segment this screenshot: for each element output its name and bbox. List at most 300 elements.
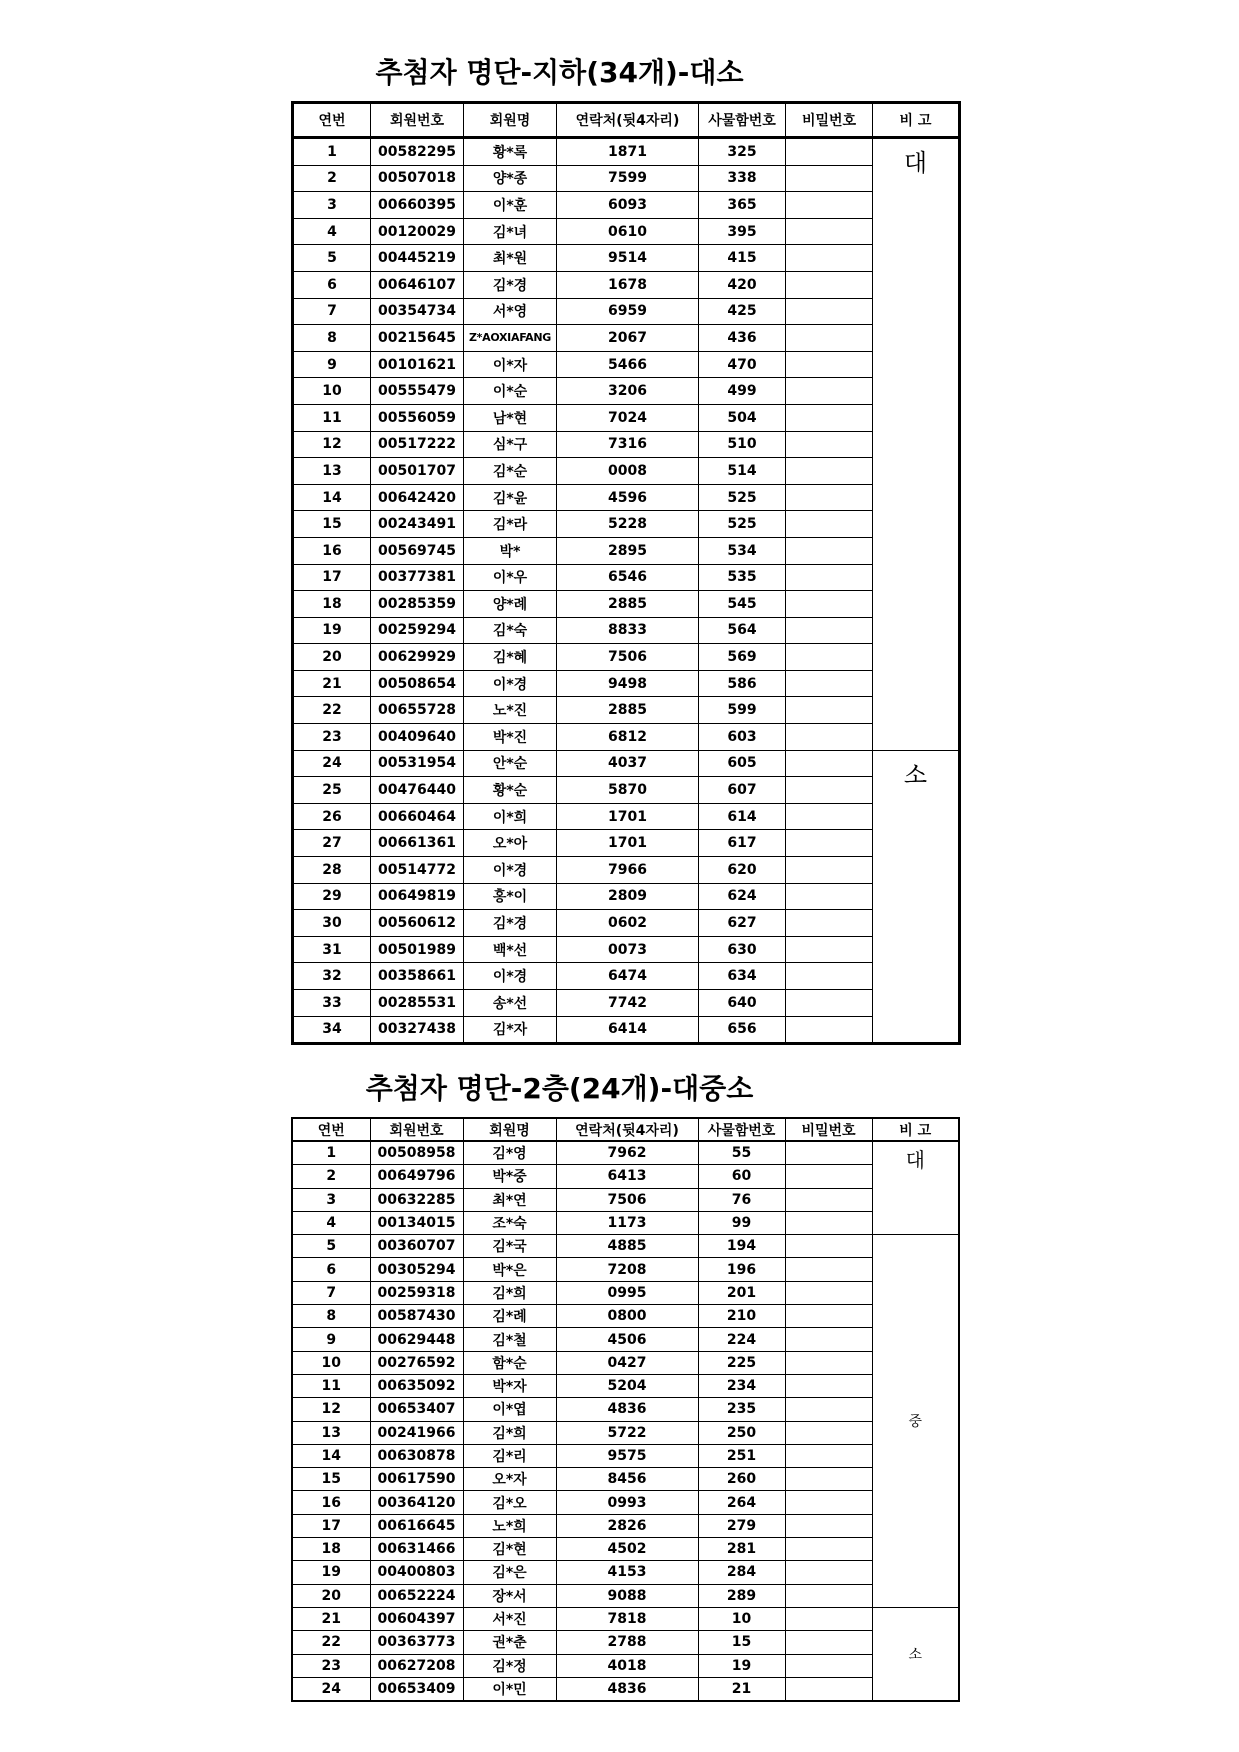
member-id-cell: 00660395 (371, 192, 464, 219)
table-row (293, 298, 960, 325)
member-id-cell: 00631466 (370, 1538, 463, 1561)
password-cell (786, 1016, 873, 1044)
lottery-table-2nd-floor (291, 1117, 960, 1702)
member-name-cell: 홍*이 (464, 883, 557, 910)
password-cell (785, 1258, 872, 1281)
phone-last4-cell: 1173 (556, 1211, 698, 1234)
row-number-cell: 31 (293, 936, 371, 963)
row-number-cell: 2 (292, 1165, 370, 1188)
password-cell (786, 910, 873, 937)
member-id-cell: 00653409 (370, 1677, 463, 1701)
password-cell (785, 1631, 872, 1654)
column-header: 회원명 (463, 1118, 556, 1141)
member-name-cell: 김*경 (464, 910, 557, 937)
member-name-cell: 이*경 (464, 857, 557, 884)
password-cell (786, 298, 873, 325)
table-row (293, 537, 960, 564)
locker-number-cell: 640 (699, 990, 786, 1017)
phone-last4-cell: 4506 (556, 1328, 698, 1351)
locker-number-cell: 55 (698, 1141, 785, 1165)
member-name-cell: 이*희 (464, 803, 557, 830)
table-row (292, 1421, 959, 1444)
member-name-cell: 김*희 (463, 1421, 556, 1444)
locker-number-cell: 534 (699, 537, 786, 564)
phone-last4-cell: 7742 (557, 990, 699, 1017)
password-cell (785, 1561, 872, 1584)
member-id-cell: 00653407 (370, 1398, 463, 1421)
member-name-cell: 김*철 (463, 1328, 556, 1351)
table-row (292, 1188, 959, 1211)
password-cell (786, 564, 873, 591)
table-row (292, 1351, 959, 1374)
table-row (293, 936, 960, 963)
phone-last4-cell: 9575 (556, 1444, 698, 1467)
member-id-cell: 00409640 (371, 724, 464, 751)
table-row (293, 458, 960, 485)
table-header-row (292, 1118, 959, 1141)
row-number-cell: 33 (293, 990, 371, 1017)
locker-number-cell: 603 (699, 724, 786, 751)
locker-number-cell: 194 (698, 1235, 785, 1258)
locker-number-cell: 250 (698, 1421, 785, 1444)
row-number-cell: 32 (293, 963, 371, 990)
member-id-cell: 00360707 (370, 1235, 463, 1258)
password-cell (786, 936, 873, 963)
locker-number-cell: 210 (698, 1305, 785, 1328)
table-row (292, 1398, 959, 1421)
password-cell (785, 1211, 872, 1234)
table-row (293, 883, 960, 910)
member-name-cell: 오*아 (464, 830, 557, 857)
row-number-cell: 1 (293, 138, 371, 166)
table-row (292, 1654, 959, 1677)
table-row (293, 830, 960, 857)
table-row (292, 1491, 959, 1514)
member-id-cell: 00617590 (370, 1468, 463, 1491)
member-id-cell: 00627208 (370, 1654, 463, 1677)
password-cell (785, 1188, 872, 1211)
member-id-cell: 00400803 (370, 1561, 463, 1584)
locker-number-cell: 634 (699, 963, 786, 990)
locker-number-cell: 234 (698, 1374, 785, 1397)
member-name-cell: 양*례 (464, 591, 557, 618)
table-row (292, 1631, 959, 1654)
locker-number-cell: 607 (699, 777, 786, 804)
row-number-cell: 7 (292, 1281, 370, 1304)
phone-last4-cell: 7966 (557, 857, 699, 884)
table-row (293, 192, 960, 219)
member-id-cell: 00276592 (370, 1351, 463, 1374)
phone-last4-cell: 0427 (556, 1351, 698, 1374)
member-name-cell: 김*자 (464, 1016, 557, 1044)
table-row (293, 218, 960, 245)
phone-last4-cell: 0008 (557, 458, 699, 485)
phone-last4-cell: 4596 (557, 484, 699, 511)
table-row (293, 431, 960, 458)
member-name-cell: 황*록 (464, 138, 557, 166)
column-header: 회원명 (464, 103, 557, 138)
row-number-cell: 3 (293, 192, 371, 219)
locker-number-cell: 605 (699, 750, 786, 777)
row-number-cell: 16 (292, 1491, 370, 1514)
table-row (293, 165, 960, 192)
member-name-cell: 백*선 (464, 936, 557, 963)
member-id-cell: 00363773 (370, 1631, 463, 1654)
locker-number-cell: 617 (699, 830, 786, 857)
password-cell (786, 351, 873, 378)
row-number-cell: 23 (292, 1654, 370, 1677)
member-id-cell: 00632285 (370, 1188, 463, 1211)
member-name-cell: 김*라 (464, 511, 557, 538)
member-id-cell: 00649819 (371, 883, 464, 910)
table-row (292, 1235, 959, 1258)
table-row (293, 138, 960, 166)
member-name-cell: 이*우 (464, 564, 557, 591)
table-row (293, 378, 960, 405)
phone-last4-cell: 7599 (557, 165, 699, 192)
password-cell (786, 138, 873, 166)
table-header-row (293, 103, 960, 138)
table-row (292, 1281, 959, 1304)
table-row (293, 351, 960, 378)
row-number-cell: 30 (293, 910, 371, 937)
lottery-table-basement (291, 101, 961, 1045)
locker-number-cell: 60 (698, 1165, 785, 1188)
password-cell (786, 857, 873, 884)
password-cell (786, 777, 873, 804)
member-name-cell: 박* (464, 537, 557, 564)
member-id-cell: 00642420 (371, 484, 464, 511)
column-header: 사물함번호 (699, 103, 786, 138)
phone-last4-cell: 2885 (557, 591, 699, 618)
locker-number-cell: 436 (699, 325, 786, 352)
phone-last4-cell: 5870 (557, 777, 699, 804)
table-row (293, 404, 960, 431)
password-cell (785, 1607, 872, 1630)
phone-last4-cell: 9088 (556, 1584, 698, 1607)
locker-number-cell: 196 (698, 1258, 785, 1281)
member-id-cell: 00120029 (371, 218, 464, 245)
member-id-cell: 00215645 (371, 325, 464, 352)
locker-number-cell: 525 (699, 484, 786, 511)
member-name-cell: 조*숙 (463, 1211, 556, 1234)
table-row (293, 511, 960, 538)
member-name-cell: 이*훈 (464, 192, 557, 219)
member-name-cell: 박*진 (464, 724, 557, 751)
column-header: 연락처(뒷4자리) (556, 1118, 698, 1141)
member-id-cell: 00531954 (371, 750, 464, 777)
table-row (292, 1374, 959, 1397)
member-id-cell: 00377381 (371, 564, 464, 591)
member-id-cell: 00243491 (371, 511, 464, 538)
locker-number-cell: 525 (699, 511, 786, 538)
member-name-cell: 이*자 (464, 351, 557, 378)
member-name-cell: 김*리 (463, 1444, 556, 1467)
password-cell (786, 883, 873, 910)
member-id-cell: 00508654 (371, 670, 464, 697)
password-cell (785, 1305, 872, 1328)
phone-last4-cell: 7818 (556, 1607, 698, 1630)
row-number-cell: 27 (293, 830, 371, 857)
row-number-cell: 8 (292, 1305, 370, 1328)
member-name-cell: 심*구 (464, 431, 557, 458)
member-name-cell: 김*오 (463, 1491, 556, 1514)
table-row (292, 1141, 959, 1165)
member-id-cell: 00501707 (371, 458, 464, 485)
member-id-cell: 00655728 (371, 697, 464, 724)
password-cell (786, 963, 873, 990)
member-id-cell: 00259294 (371, 617, 464, 644)
member-id-cell: 00507018 (371, 165, 464, 192)
remark-cell: 소 (873, 750, 960, 1044)
password-cell (785, 1421, 872, 1444)
member-name-cell: 이*엽 (463, 1398, 556, 1421)
remark-cell: 중 (872, 1235, 959, 1608)
locker-number-cell: 325 (699, 138, 786, 166)
phone-last4-cell: 0800 (556, 1305, 698, 1328)
password-cell (786, 192, 873, 219)
row-number-cell: 25 (293, 777, 371, 804)
member-id-cell: 00101621 (371, 351, 464, 378)
column-header: 비밀번호 (785, 1118, 872, 1141)
member-name-cell: 노*희 (463, 1514, 556, 1537)
password-cell (786, 378, 873, 405)
member-name-cell: 오*자 (463, 1468, 556, 1491)
row-number-cell: 34 (293, 1016, 371, 1044)
member-id-cell: 00445219 (371, 245, 464, 272)
table-row (292, 1258, 959, 1281)
locker-number-cell: 630 (699, 936, 786, 963)
member-name-cell: 이*민 (463, 1677, 556, 1701)
phone-last4-cell: 7506 (557, 644, 699, 671)
member-id-cell: 00354734 (371, 298, 464, 325)
locker-number-cell: 569 (699, 644, 786, 671)
table-row (292, 1468, 959, 1491)
phone-last4-cell: 2895 (557, 537, 699, 564)
password-cell (786, 511, 873, 538)
phone-last4-cell: 6812 (557, 724, 699, 751)
member-name-cell: 김*례 (463, 1305, 556, 1328)
member-id-cell: 00517222 (371, 431, 464, 458)
table-row (293, 857, 960, 884)
row-number-cell: 5 (293, 245, 371, 272)
phone-last4-cell: 0993 (556, 1491, 698, 1514)
locker-number-cell: 395 (699, 218, 786, 245)
table-row (293, 644, 960, 671)
row-number-cell: 19 (293, 617, 371, 644)
row-number-cell: 22 (292, 1631, 370, 1654)
section2-title: 추첨자 명단-2층(24개)-대중소 (365, 1072, 754, 1105)
locker-number-cell: 19 (698, 1654, 785, 1677)
row-number-cell: 2 (293, 165, 371, 192)
member-id-cell: 00661361 (371, 830, 464, 857)
password-cell (785, 1281, 872, 1304)
phone-last4-cell: 9514 (557, 245, 699, 272)
locker-number-cell: 251 (698, 1444, 785, 1467)
phone-last4-cell: 6414 (557, 1016, 699, 1044)
table-row (293, 617, 960, 644)
phone-last4-cell: 1871 (557, 138, 699, 166)
locker-number-cell: 586 (699, 670, 786, 697)
member-id-cell: 00241966 (370, 1421, 463, 1444)
locker-number-cell: 599 (699, 697, 786, 724)
phone-last4-cell: 2788 (556, 1631, 698, 1654)
member-name-cell: 서*영 (464, 298, 557, 325)
member-id-cell: 00649796 (370, 1165, 463, 1188)
phone-last4-cell: 4836 (556, 1398, 698, 1421)
password-cell (785, 1398, 872, 1421)
row-number-cell: 15 (293, 511, 371, 538)
phone-last4-cell: 2826 (556, 1514, 698, 1537)
password-cell (785, 1491, 872, 1514)
password-cell (786, 697, 873, 724)
phone-last4-cell: 1701 (557, 830, 699, 857)
column-header: 비 고 (873, 103, 960, 138)
password-cell (786, 458, 873, 485)
phone-last4-cell: 2885 (557, 697, 699, 724)
member-id-cell: 00134015 (370, 1211, 463, 1234)
table-row (293, 750, 960, 777)
phone-last4-cell: 1701 (557, 803, 699, 830)
member-name-cell: 서*진 (463, 1607, 556, 1630)
row-number-cell: 11 (293, 404, 371, 431)
row-number-cell: 7 (293, 298, 371, 325)
password-cell (786, 990, 873, 1017)
row-number-cell: 10 (293, 378, 371, 405)
row-number-cell: 1 (292, 1141, 370, 1165)
row-number-cell: 20 (293, 644, 371, 671)
member-id-cell: 00629929 (371, 644, 464, 671)
member-id-cell: 00604397 (370, 1607, 463, 1630)
row-number-cell: 17 (293, 564, 371, 591)
locker-number-cell: 415 (699, 245, 786, 272)
phone-last4-cell: 0073 (557, 936, 699, 963)
phone-last4-cell: 9498 (557, 670, 699, 697)
row-number-cell: 29 (293, 883, 371, 910)
phone-last4-cell: 5466 (557, 351, 699, 378)
table-row (292, 1165, 959, 1188)
password-cell (786, 484, 873, 511)
member-id-cell: 00587430 (370, 1305, 463, 1328)
member-id-cell: 00501989 (371, 936, 464, 963)
member-id-cell: 00616645 (370, 1514, 463, 1537)
member-name-cell: 김*현 (463, 1538, 556, 1561)
member-id-cell: 00660464 (371, 803, 464, 830)
locker-number-cell: 264 (698, 1491, 785, 1514)
row-number-cell: 11 (292, 1374, 370, 1397)
table-row (292, 1444, 959, 1467)
member-name-cell: 노*진 (464, 697, 557, 724)
member-name-cell: 김*영 (463, 1141, 556, 1165)
table-row (293, 245, 960, 272)
locker-number-cell: 289 (698, 1584, 785, 1607)
row-number-cell: 6 (292, 1258, 370, 1281)
column-header: 연번 (293, 103, 371, 138)
locker-number-cell: 225 (698, 1351, 785, 1374)
locker-number-cell: 470 (699, 351, 786, 378)
member-name-cell: 남*현 (464, 404, 557, 431)
password-cell (785, 1351, 872, 1374)
member-name-cell: 김*순 (464, 458, 557, 485)
column-header: 회원번호 (371, 103, 464, 138)
phone-last4-cell: 7316 (557, 431, 699, 458)
password-cell (785, 1584, 872, 1607)
password-cell (786, 670, 873, 697)
table-row (292, 1607, 959, 1630)
member-id-cell: 00327438 (371, 1016, 464, 1044)
locker-number-cell: 504 (699, 404, 786, 431)
row-number-cell: 17 (292, 1514, 370, 1537)
member-name-cell: 김*희 (463, 1281, 556, 1304)
section1-title: 추첨자 명단-지하(34개)-대소 (375, 56, 744, 89)
column-header: 비밀번호 (786, 103, 873, 138)
table-row (292, 1328, 959, 1351)
row-number-cell: 14 (293, 484, 371, 511)
locker-number-cell: 510 (699, 431, 786, 458)
column-header: 비 고 (872, 1118, 959, 1141)
phone-last4-cell: 7208 (556, 1258, 698, 1281)
member-name-cell: 김*경 (464, 271, 557, 298)
locker-number-cell: 514 (699, 458, 786, 485)
password-cell (786, 271, 873, 298)
password-cell (785, 1141, 872, 1165)
member-name-cell: 장*서 (463, 1584, 556, 1607)
row-number-cell: 12 (293, 431, 371, 458)
password-cell (786, 750, 873, 777)
member-id-cell: 00646107 (371, 271, 464, 298)
phone-last4-cell: 3206 (557, 378, 699, 405)
remark-cell: 대 (872, 1141, 959, 1235)
table-row (293, 803, 960, 830)
phone-last4-cell: 4018 (556, 1654, 698, 1677)
table-row (293, 564, 960, 591)
row-number-cell: 20 (292, 1584, 370, 1607)
row-number-cell: 9 (292, 1328, 370, 1351)
locker-number-cell: 545 (699, 591, 786, 618)
column-header: 연번 (292, 1118, 370, 1141)
column-header: 사물함번호 (698, 1118, 785, 1141)
phone-last4-cell: 7506 (556, 1188, 698, 1211)
table-row (293, 990, 960, 1017)
row-number-cell: 4 (292, 1211, 370, 1234)
locker-number-cell: 281 (698, 1538, 785, 1561)
password-cell (786, 165, 873, 192)
phone-last4-cell: 6959 (557, 298, 699, 325)
locker-number-cell: 201 (698, 1281, 785, 1304)
password-cell (786, 644, 873, 671)
table-row (292, 1514, 959, 1537)
member-id-cell: 00629448 (370, 1328, 463, 1351)
phone-last4-cell: 6474 (557, 963, 699, 990)
table-row (293, 724, 960, 751)
member-name-cell: 김*윤 (464, 484, 557, 511)
password-cell (785, 1654, 872, 1677)
row-number-cell: 13 (292, 1421, 370, 1444)
member-id-cell: 00285531 (371, 990, 464, 1017)
locker-number-cell: 365 (699, 192, 786, 219)
member-id-cell: 00508958 (370, 1141, 463, 1165)
phone-last4-cell: 8833 (557, 617, 699, 644)
password-cell (785, 1514, 872, 1537)
row-number-cell: 24 (292, 1677, 370, 1701)
row-number-cell: 5 (292, 1235, 370, 1258)
row-number-cell: 16 (293, 537, 371, 564)
member-name-cell: 송*선 (464, 990, 557, 1017)
column-header: 회원번호 (370, 1118, 463, 1141)
password-cell (785, 1165, 872, 1188)
password-cell (785, 1677, 872, 1701)
row-number-cell: 19 (292, 1561, 370, 1584)
